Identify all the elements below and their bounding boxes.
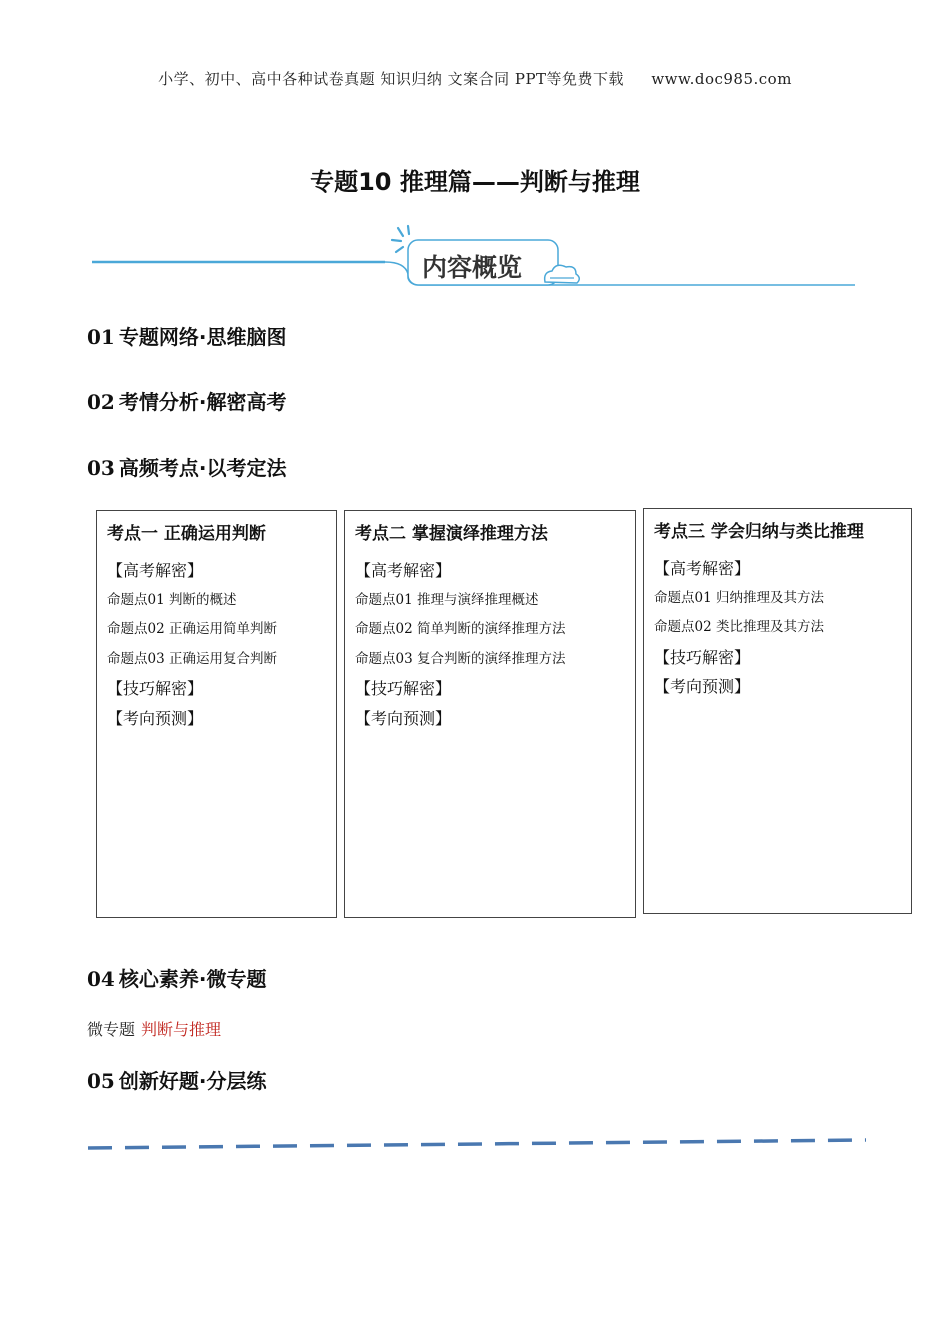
section-label: 考情分析·解密高考 (118, 390, 287, 414)
key-point-box-2 (344, 510, 636, 918)
micro-topic-title: 判断与推理 (141, 1020, 222, 1039)
section-num: 05 (87, 1069, 115, 1093)
tag-exam: 【高考解密】 (654, 559, 751, 578)
box-title: 考点一 正确运用判断 (107, 524, 266, 544)
section-key-points (87, 452, 286, 481)
tag-exam: 【高考解密】 (107, 561, 204, 580)
section-exam-analysis (87, 386, 286, 415)
tag-skill: 【技巧解密】 (107, 679, 204, 698)
section-mindmap (87, 321, 286, 350)
page-header (0, 68, 950, 89)
section-core-literacy (87, 963, 266, 992)
section-practice (87, 1065, 266, 1094)
key-point-box-3 (643, 508, 912, 914)
box-title: 考点二 掌握演绎推理方法 (355, 524, 548, 544)
tag-exam: 【高考解密】 (355, 561, 452, 580)
section-num: 02 (87, 390, 115, 414)
list-item: 命题点03 正确运用复合判断 (107, 650, 277, 667)
list-item: 命题点02 简单判断的演绎推理方法 (355, 621, 566, 637)
header-text: 小学、初中、高中各种试卷真题 知识归纳 文案合同 PPT等免费下载 (158, 70, 625, 88)
section-num: 01 (87, 325, 115, 349)
list-item: 命题点02 正确运用简单判断 (107, 621, 277, 637)
section-label: 专题网络·思维脑图 (118, 325, 287, 349)
list-item: 命题点03 复合判断的演绎推理方法 (355, 650, 566, 667)
banner-label: 内容概览 (422, 253, 523, 282)
section-label: 高频考点·以考定法 (118, 456, 287, 480)
tag-predict: 【考向预测】 (107, 708, 204, 728)
section-label: 核心素养·微专题 (118, 967, 267, 991)
micro-prefix: 微专题 (87, 1020, 136, 1039)
header-url[interactable]: www.doc985.com (651, 70, 792, 88)
tag-predict: 【考向预测】 (355, 708, 452, 728)
section-num: 04 (87, 967, 115, 991)
dashed-divider (86, 1133, 868, 1153)
tag-predict: 【考向预测】 (654, 677, 751, 696)
micro-topic (87, 1017, 221, 1040)
box-title: 考点三 学会归纳与类比推理 (654, 522, 864, 542)
tag-skill: 【技巧解密】 (654, 647, 751, 667)
section-label: 创新好题·分层练 (118, 1069, 267, 1093)
list-item: 命题点01 判断的概述 (107, 591, 237, 608)
tag-skill: 【技巧解密】 (355, 679, 452, 698)
list-item: 命题点01 推理与演绎推理概述 (355, 591, 539, 608)
section-num: 03 (87, 456, 115, 480)
list-item: 命题点02 类比推理及其方法 (654, 619, 824, 635)
key-point-box-1 (96, 510, 337, 918)
sparkle-icon (392, 226, 409, 252)
page-title: 专题10 推理篇——判断与推理 (310, 168, 640, 196)
list-item: 命题点01 归纳推理及其方法 (654, 589, 824, 606)
